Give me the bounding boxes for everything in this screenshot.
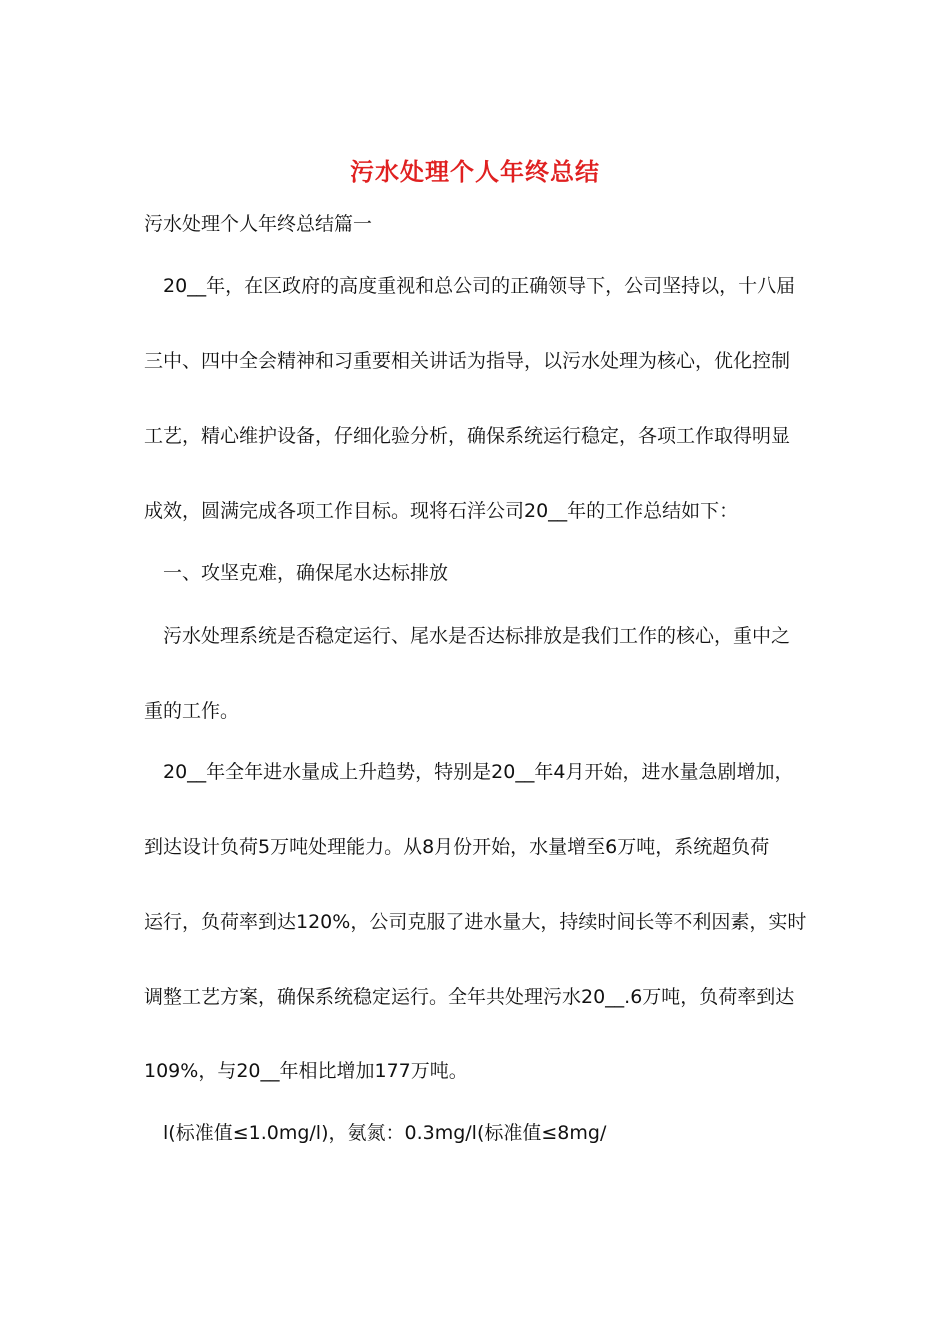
paragraph-line: 调整工艺方案，确保系统稳定运行。全年共处理污水20__.6万吨，负荷率到达 (144, 986, 795, 1008)
paragraph-line: 20__年全年进水量成上升趋势，特别是20__年4月开始，进水量急剧增加， (163, 761, 794, 783)
paragraph-line: 20__年，在区政府的高度重视和总公司的正确领导下，公司坚持以，十八届 (163, 275, 796, 297)
paragraph-line: 污水处理系统是否稳定运行、尾水是否达标排放是我们工作的核心，重中之 (163, 625, 791, 647)
paragraph-line: 到达设计负荷5万吨处理能力。从8月份开始，水量增至6万吨，系统超负荷 (144, 836, 770, 858)
paragraph-line: 109%，与20__年相比增加177万吨。 (144, 1060, 468, 1082)
paragraph-line: 重的工作。 (144, 700, 240, 722)
paragraph-line: l(标准值≤1.0mg/l)，氨氮：0.3mg/l(标准值≤8mg/ (163, 1122, 607, 1144)
paragraph-line: 工艺，精心维护设备，仔细化验分析，确保系统运行稳定，各项工作取得明显 (144, 425, 791, 447)
paragraph-line: 运行，负荷率到达120%，公司克服了进水量大，持续时间长等不利因素，实时 (144, 911, 807, 933)
section-heading: 污水处理个人年终总结篇一 (144, 213, 373, 235)
subsection-heading: 一、攻坚克难，确保尾水达标排放 (163, 562, 449, 584)
document-title: 污水处理个人年终总结 (350, 157, 600, 186)
paragraph-line: 三中、四中全会精神和习重要相关讲话为指导，以污水处理为核心，优化控制 (144, 350, 791, 372)
paragraph-line: 成效，圆满完成各项工作目标。现将石洋公司20__年的工作总结如下： (144, 500, 739, 522)
